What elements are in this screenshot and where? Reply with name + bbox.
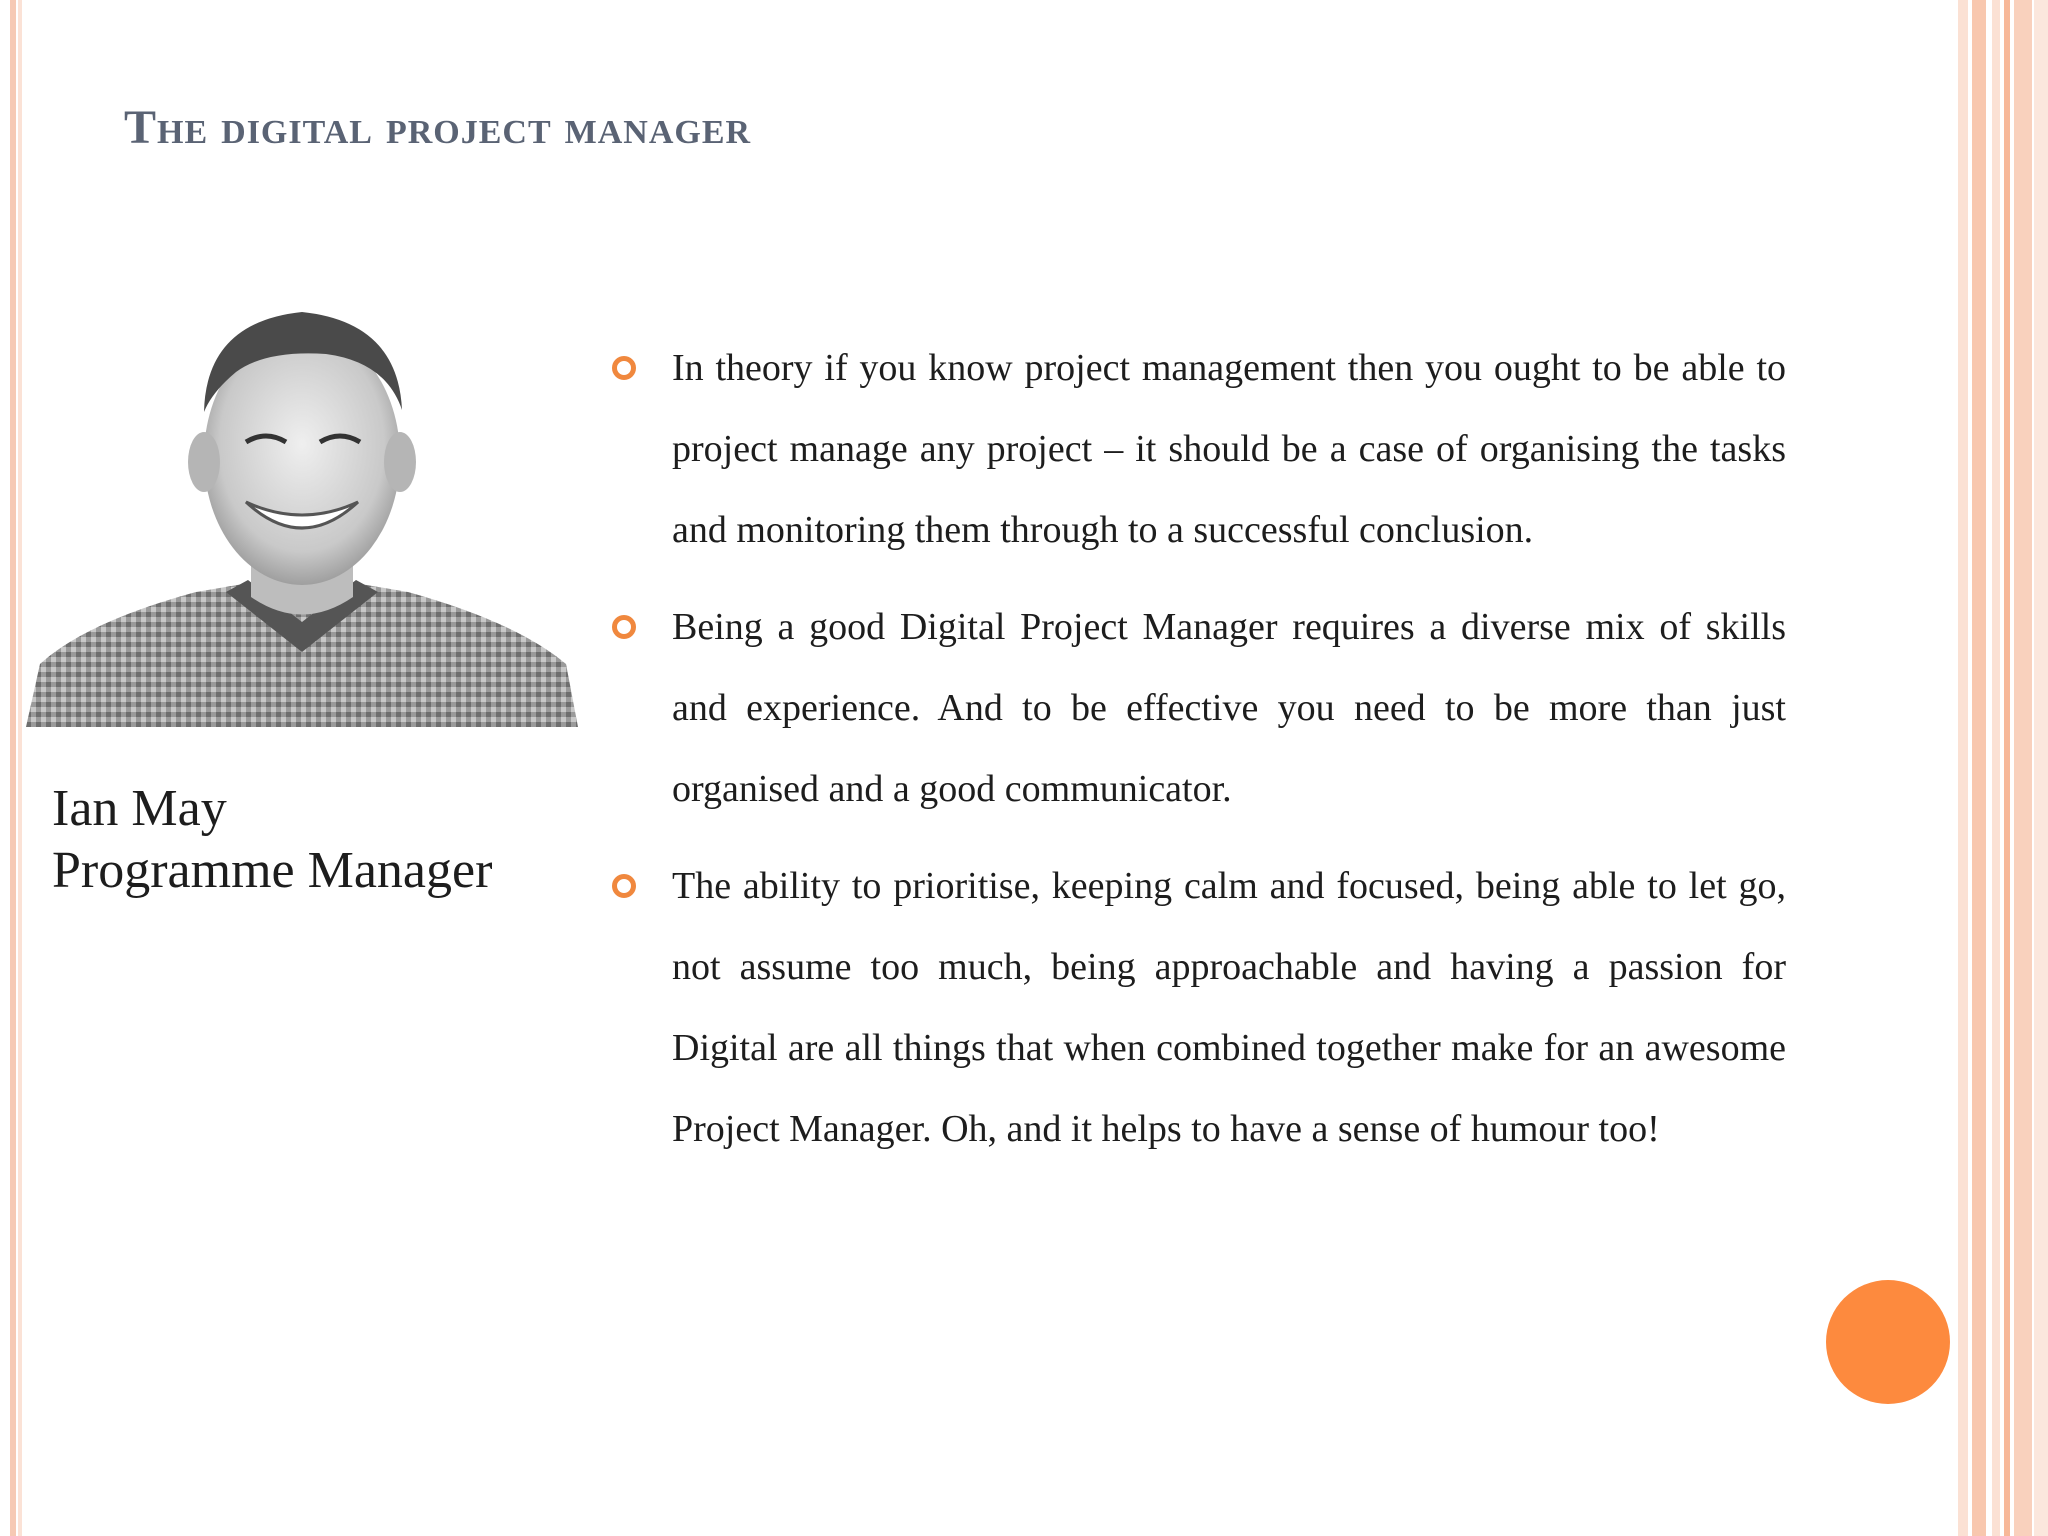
- right-border-stripe: [2004, 0, 2010, 1536]
- bullet-ring-icon: [612, 356, 636, 380]
- left-border-stripe: [10, 0, 16, 1536]
- bullet-item: [608, 587, 1786, 830]
- bullet-text: Being a good Digital Project Manager requires a diverse mix of skills and experience. And to be effective you need to be more than just organised and a good communicator.: [672, 606, 1786, 810]
- bullet-item: [608, 328, 1786, 571]
- bullet-text: In theory if you know project management then you ought to be able to project manage any project – it should be a case of organising the tasks and monitoring them through to a successful conclusion.: [672, 347, 1786, 551]
- portrait-photo: [26, 292, 578, 727]
- profile-name: Ian May: [52, 780, 227, 837]
- right-border-stripe: [2014, 0, 2032, 1536]
- left-border-stripe-inner: [18, 0, 22, 1536]
- right-border-stripe: [1972, 0, 1986, 1536]
- bullet-list: [608, 328, 1786, 1186]
- right-border-stripe: [2034, 0, 2048, 1536]
- right-border-stripe: [1992, 0, 2000, 1536]
- bullet-ring-icon: [612, 874, 636, 898]
- profile-caption: [52, 778, 592, 902]
- profile-role: Programme Manager: [52, 842, 493, 899]
- bullet-ring-icon: [612, 615, 636, 639]
- bullet-text: The ability to prioritise, keeping calm and focused, being able to let go, not assume too much, being approachable and having a passion for Digital are all things that when combined together make for an awesome Project Manager. Oh, and it helps to have a sense of humour too!: [672, 865, 1786, 1150]
- bullet-item: [608, 846, 1786, 1170]
- right-border-stripe: [1958, 0, 1968, 1536]
- slide-title: The digital project manager: [124, 101, 752, 155]
- orange-accent-circle: [1826, 1280, 1950, 1404]
